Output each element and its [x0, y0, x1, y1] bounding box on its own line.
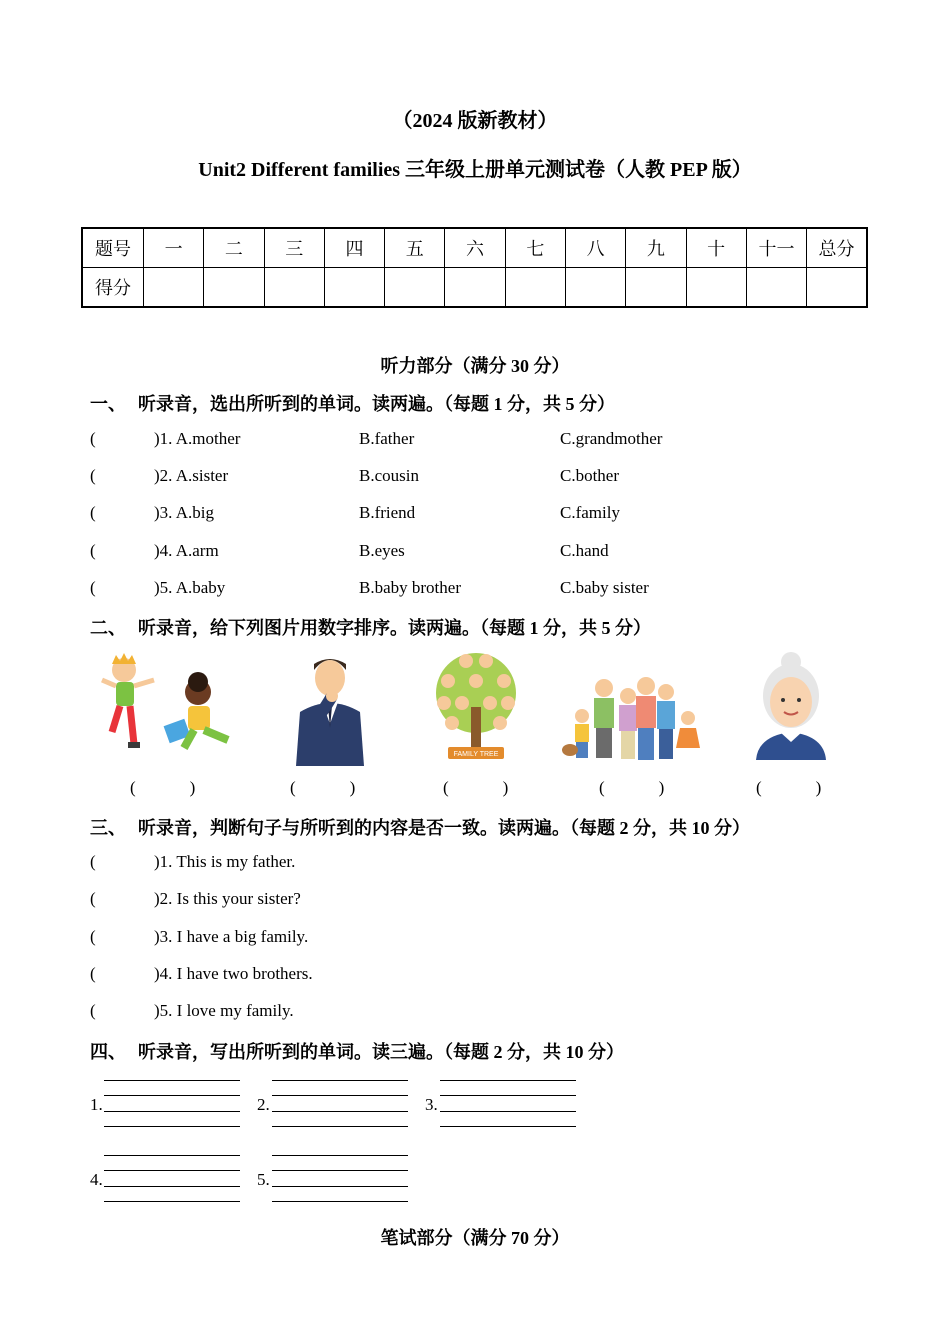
q1-option-a: )3. A.big [154, 503, 214, 522]
writing-line[interactable] [440, 1111, 576, 1112]
writing-line[interactable] [104, 1201, 240, 1202]
score-cell: 九 [626, 228, 686, 268]
q1-instruction: 听录音，选出所听到的单词。读两遍。（每题 1 分，共 5 分） [138, 394, 615, 414]
q3-sentence: )2. Is this your sister? [154, 889, 301, 908]
score-blank-cell[interactable] [385, 268, 445, 308]
writing-line[interactable] [104, 1126, 240, 1127]
answer-paren[interactable]: ( [90, 964, 96, 983]
q1-option-a: )1. A.mother [154, 429, 241, 448]
writing-line[interactable] [272, 1126, 408, 1127]
write-label-5: 5. [257, 1170, 270, 1189]
score-table-score-row [82, 268, 867, 308]
writing-line[interactable] [440, 1126, 576, 1127]
writing-line[interactable] [272, 1080, 408, 1081]
picture-answer-blank-3[interactable]: ( ) [443, 778, 509, 797]
writing-line[interactable] [104, 1170, 240, 1171]
q4-heading [90, 1038, 624, 1064]
q1-option-b: B.baby brother [359, 578, 461, 597]
q3-sentence: )5. I love my family. [154, 1001, 294, 1020]
q1-option-c: C.bother [560, 466, 620, 485]
q4-number: 四、 [90, 1042, 126, 1062]
picture-answer-blank-1[interactable]: ( ) [130, 778, 196, 797]
answer-paren[interactable]: ( [90, 466, 96, 485]
score-cell: 四 [324, 228, 384, 268]
score-cell: 五 [385, 228, 445, 268]
score-cell: 三 [264, 228, 324, 268]
score-cell: 八 [565, 228, 625, 268]
q3-sentence: )4. I have two brothers. [154, 964, 313, 983]
write-label-3: 3. [425, 1095, 438, 1114]
q2-heading [90, 614, 651, 640]
q1-option-c: C.baby sister [560, 578, 649, 597]
score-blank-cell[interactable] [324, 268, 384, 308]
family-tree-picture [426, 647, 526, 765]
answer-paren[interactable]: ( [90, 541, 96, 560]
score-cell: 六 [445, 228, 505, 268]
q3-sentence: )1. This is my father. [154, 852, 296, 871]
q3-instruction: 听录音，判断句子与所听到的内容是否一致。读两遍。（每题 2 分，共 10 分） [138, 818, 750, 838]
q1-heading [90, 390, 615, 416]
picture-answer-blank-5[interactable]: ( ) [756, 778, 822, 797]
q1-number: 一、 [90, 394, 126, 414]
q2-instruction: 听录音，给下列图片用数字排序。读两遍。（每题 1 分，共 5 分） [138, 618, 651, 638]
writing-line[interactable] [272, 1170, 408, 1171]
score-cell: 十 [686, 228, 746, 268]
picture-answer-blank-4[interactable]: ( ) [599, 778, 665, 797]
score-cell: 总分 [807, 228, 867, 268]
writing-line[interactable] [272, 1111, 408, 1112]
writing-line[interactable] [272, 1155, 408, 1156]
writing-line[interactable] [104, 1095, 240, 1096]
score-cell: 十一 [746, 228, 806, 268]
writing-line[interactable] [272, 1201, 408, 1202]
write-label-2: 2. [257, 1095, 270, 1114]
writing-section-title: 笔试部分（满分 70 分） [380, 1228, 570, 1248]
score-cell: 题号 [82, 228, 144, 268]
exam-title: Unit2 Different families 三年级上册单元测试卷（人教 PEP 版） [198, 159, 752, 181]
write-label-4: 4. [90, 1170, 103, 1189]
writing-line[interactable] [104, 1186, 240, 1187]
q1-option-a: )2. A.sister [154, 466, 229, 485]
q1-option-a: )5. A.baby [154, 578, 226, 597]
thinking-man-picture [292, 654, 366, 766]
score-cell: 七 [505, 228, 565, 268]
listening-section-title: 听力部分（满分 30 分） [380, 356, 570, 376]
two-boys-playing-picture [98, 652, 238, 754]
family-tree-label: FAMILY TREE [453, 751, 499, 758]
q3-sentence: )3. I have a big family. [154, 927, 309, 946]
score-table [81, 227, 868, 308]
exam-subtitle: （2024 版新教材） [392, 110, 558, 132]
q3-heading [90, 814, 750, 840]
score-blank-cell[interactable] [626, 268, 686, 308]
answer-paren[interactable]: ( [90, 852, 96, 871]
writing-line[interactable] [440, 1080, 576, 1081]
answer-paren[interactable]: ( [90, 503, 96, 522]
score-blank-cell[interactable] [686, 268, 746, 308]
q1-option-b: B.eyes [359, 541, 405, 560]
answer-paren[interactable]: ( [90, 1001, 96, 1020]
q1-option-c: C.family [560, 503, 620, 522]
answer-paren[interactable]: ( [90, 429, 96, 448]
q1-option-b: B.father [359, 429, 415, 448]
writing-line[interactable] [272, 1186, 408, 1187]
score-table-header-row [82, 228, 867, 268]
answer-paren[interactable]: ( [90, 578, 96, 597]
q1-option-a: )4. A.arm [154, 541, 219, 560]
score-cell: 一 [144, 228, 204, 268]
writing-line[interactable] [104, 1155, 240, 1156]
picture-answer-blank-2[interactable]: ( ) [290, 778, 356, 797]
write-label-1: 1. [90, 1095, 103, 1114]
writing-line[interactable] [104, 1111, 240, 1112]
grandmother-picture [752, 652, 830, 760]
q1-option-c: C.hand [560, 541, 609, 560]
answer-paren[interactable]: ( [90, 927, 96, 946]
score-cell: 二 [204, 228, 264, 268]
q1-option-c: C.grandmother [560, 429, 663, 448]
score-blank-cell[interactable] [264, 268, 324, 308]
score-blank-cell[interactable] [505, 268, 565, 308]
score-blank-cell[interactable] [144, 268, 204, 308]
score-blank-cell[interactable] [565, 268, 625, 308]
writing-line[interactable] [272, 1095, 408, 1096]
q4-instruction: 听录音，写出所听到的单词。读三遍。（每题 2 分，共 10 分） [138, 1042, 624, 1062]
answer-paren[interactable]: ( [90, 889, 96, 908]
writing-line[interactable] [104, 1080, 240, 1081]
big-family-picture [562, 676, 704, 764]
score-row-label: 得分 [82, 268, 144, 308]
score-blank-cell[interactable] [807, 268, 867, 308]
q3-number: 三、 [90, 818, 126, 838]
writing-line[interactable] [440, 1095, 576, 1096]
score-blank-cell[interactable] [746, 268, 806, 308]
score-blank-cell[interactable] [445, 268, 505, 308]
q1-option-b: B.cousin [359, 466, 419, 485]
q2-number: 二、 [90, 618, 126, 638]
q1-option-b: B.friend [359, 503, 416, 522]
score-blank-cell[interactable] [204, 268, 264, 308]
